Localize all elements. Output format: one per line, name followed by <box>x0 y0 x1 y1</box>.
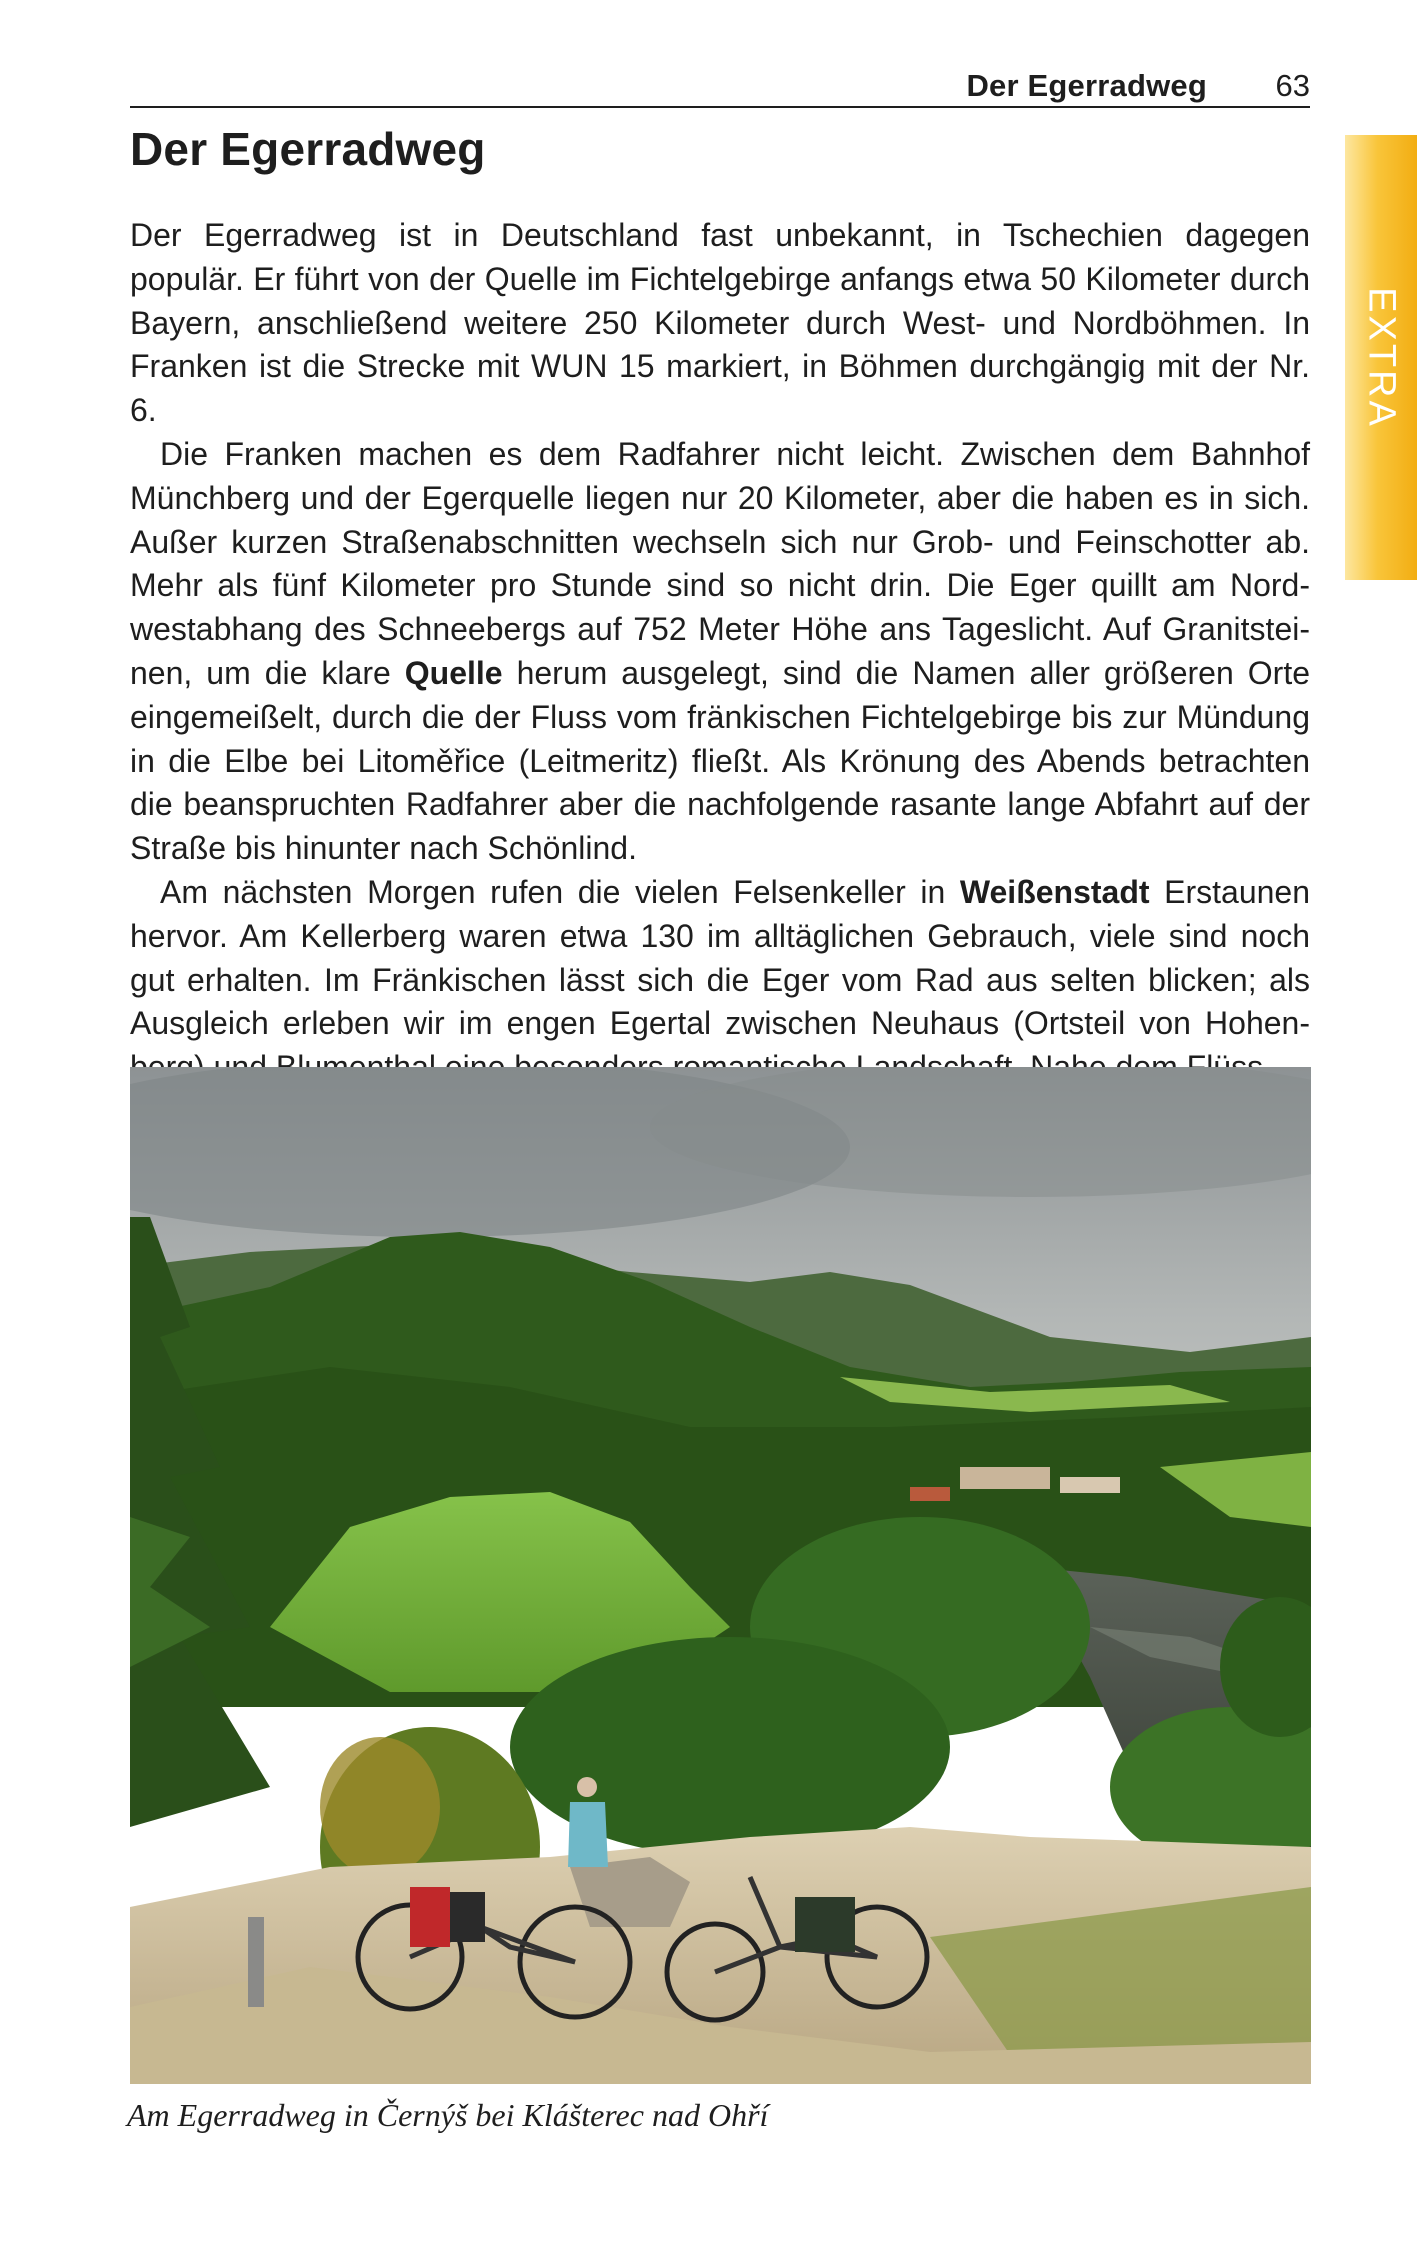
marker-post <box>248 1917 264 2007</box>
paragraph-text: herum ausgelegt, sind die Namen aller größeren Orte eingemeißelt, durch die der Fluss vom fränkischen Fichtelgebirge bis zur Mündung in die Elbe bei Litoměřice (Leitmeritz) fließt. Als Krönung des Abends betrachten die beanspruchten Radfahrer aber die nachfolgende rasante lange Abfahrt auf der Straße bis hinunter nach Schönlind. <box>130 654 1310 867</box>
highlight-weissenstadt: Weißenstadt <box>959 873 1150 910</box>
cyclist-head <box>577 1777 597 1797</box>
village-building <box>910 1487 950 1501</box>
highlight-quelle: Quelle <box>404 654 503 691</box>
pannier-bag <box>795 1897 855 1952</box>
extra-section-tab <box>1345 135 1417 580</box>
village-building <box>1060 1477 1120 1493</box>
village-building <box>960 1467 1050 1489</box>
paragraph-text: Erstaunen hervor. Am Kellerberg waren etwa 130 im alltäglichen Gebrauch, viele sind noch gut erhalten. Im Fränkischen lässt sich die Eger vom Rad aus selten blicken; als Ausgleich erleben wir im engen Egertal zwischen Neuhaus (Ortsteil von Hohen <box>130 873 1311 1042</box>
running-head <box>130 66 1310 108</box>
paragraph <box>130 871 1310 1090</box>
page-number: 63 <box>1275 68 1310 103</box>
autumn-tree <box>320 1737 440 1877</box>
article-body <box>130 214 1310 1090</box>
cyclist-body <box>568 1802 608 1867</box>
extra-tab-label: EXTRA <box>1360 286 1403 429</box>
landscape-photo <box>130 1067 1311 2084</box>
photo-caption: Am Egerradweg in Černýš bei Klášterec nad Ohří <box>127 2097 769 2133</box>
article-title: Der Egerradweg <box>130 123 486 175</box>
pannier-bag <box>410 1887 450 1947</box>
paragraph-text: Die Franken machen es dem Radfahrer nicht leicht. Zwischen dem Bahnhof Münchberg und der Egerquelle liegen nur 20 Kilometer, aber die haben es in sich. Außer kurzen Straßenabschnitten wechseln sich nur Grob- und Feinschotter ab. Mehr als fünf Kilometer pro Stunde sind so nicht drin. Die Eger quillt am Nordwestabhang des Schneebergs auf 752 Meter Höhe ans Tageslicht. Auf Granitsteinen, um die klare <box>130 435 1310 691</box>
pannier-bag <box>450 1892 485 1942</box>
paragraph: Der Egerradweg ist in Deutschland fast unbekannt, in Tschechien dagegen populär. Er führt von der Quelle im Fichtelgebirge anfangs etwa 50 Kilometer durch Bayern, anschließend weitere 250 Kilometer durch West- und Nordböhmen. In Franken ist die Strecke mit WUN 15 markiert, in Böhmen durchgängig mit der Nr. 6. <box>130 217 1310 429</box>
running-title: Der Egerradweg <box>966 68 1207 103</box>
paragraph <box>130 433 1310 871</box>
paragraph-text: Am nächsten Morgen rufen die vielen Felsenkeller in <box>160 873 960 910</box>
